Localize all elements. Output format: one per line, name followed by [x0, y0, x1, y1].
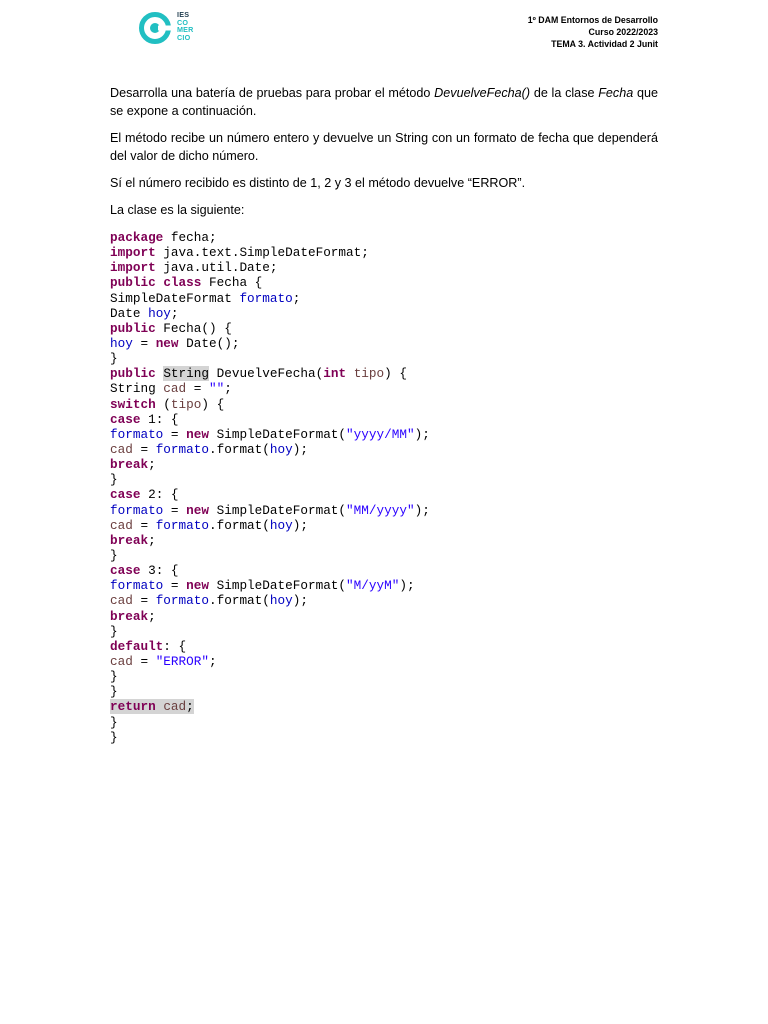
- code-token: ;: [186, 699, 194, 715]
- code-line: [110, 351, 430, 366]
- school-logo: [138, 11, 208, 45]
- code-token: break: [110, 608, 149, 624]
- logo-ring-icon: [138, 11, 172, 45]
- code-line: [110, 427, 430, 442]
- code-token: hoy: [148, 305, 171, 321]
- code-line: [110, 533, 430, 548]
- code-token: =: [163, 502, 187, 518]
- code-token: import: [110, 260, 156, 276]
- code-token: cad: [110, 517, 133, 533]
- code-token: switch: [110, 396, 156, 412]
- code-token: ;: [148, 608, 156, 624]
- code-token: "M/yyM": [346, 578, 400, 594]
- course-year: Curso 2022/2023: [588, 27, 658, 37]
- code-token: );: [414, 426, 430, 442]
- code-line: [110, 260, 430, 275]
- code-token: }: [110, 547, 118, 563]
- code-token: Date: [110, 305, 149, 321]
- course-title: 1º DAM Entornos de Desarrollo: [527, 15, 658, 25]
- code-token: hoy: [269, 593, 293, 609]
- code-token: "yyyy/MM": [346, 426, 415, 442]
- code-token: ) {: [201, 396, 225, 412]
- code-token: ;: [208, 653, 217, 669]
- code-line: [110, 291, 430, 306]
- code-token: cad: [163, 381, 187, 397]
- code-token: =: [132, 335, 156, 351]
- code-line: [110, 669, 430, 684]
- code-token: formato: [110, 426, 164, 442]
- code-token: hoy: [269, 517, 293, 533]
- code-token: .format(: [208, 593, 270, 609]
- code-token: "MM/yyyy": [346, 502, 415, 518]
- code-token: String: [110, 381, 164, 397]
- code-token: ;: [148, 457, 156, 473]
- code-token: ;: [170, 305, 179, 321]
- code-line: [110, 654, 430, 669]
- code-token: cad: [110, 653, 133, 669]
- code-token: ) {: [384, 366, 407, 382]
- code-token: hoy: [110, 335, 133, 351]
- code-token: cad: [163, 699, 187, 715]
- code-line: [110, 715, 430, 730]
- code-line: [110, 563, 430, 578]
- code-line: [110, 230, 430, 245]
- code-token: SimpleDateFormat: [110, 290, 240, 306]
- code-token: }: [110, 714, 118, 730]
- code-token: );: [414, 502, 430, 518]
- code-token: ;: [148, 532, 156, 548]
- code-token: new: [155, 335, 179, 351]
- code-token: );: [292, 593, 308, 609]
- code-token: int: [323, 366, 347, 382]
- code-token: }: [110, 472, 118, 488]
- intro-text: de la clase: [530, 86, 599, 100]
- code-line: [110, 366, 430, 381]
- logo-line: MER: [177, 25, 194, 35]
- method-name: DevuelveFecha(): [434, 86, 531, 100]
- code-token: cad: [110, 593, 133, 609]
- code-token: SimpleDateFormat(: [208, 502, 347, 518]
- code-token: import: [110, 245, 156, 261]
- code-line: [110, 412, 430, 427]
- code-line: [110, 699, 430, 714]
- code-token: 3: {: [140, 563, 179, 579]
- code-line: [110, 518, 430, 533]
- code-token: Date();: [178, 335, 240, 351]
- class-name: Fecha: [598, 86, 634, 100]
- code-token: cad: [110, 441, 133, 457]
- code-token: }: [110, 729, 118, 745]
- code-line: [110, 730, 430, 745]
- code-line: [110, 503, 430, 518]
- code-line: [110, 624, 430, 639]
- code-line: [110, 684, 430, 699]
- code-line: [110, 381, 430, 396]
- code-token: public: [110, 320, 156, 336]
- logo-text: [177, 11, 194, 41]
- code-token: new: [186, 578, 209, 594]
- code-token: tipo: [353, 366, 385, 382]
- description-paragraph: El método recibe un número entero y devuelve un String con un formato de fecha que dependerá del valor de dicho número.: [110, 131, 658, 163]
- code-token: tipo: [170, 396, 202, 412]
- code-token: [346, 366, 354, 381]
- code-token: "ERROR": [155, 653, 209, 669]
- code-listing: [110, 230, 430, 745]
- intro-paragraph: [110, 84, 658, 120]
- code-token: case: [110, 487, 141, 503]
- code-token: java.util.Date;: [155, 260, 278, 276]
- code-token: default: [110, 638, 164, 654]
- code-token: formato: [110, 578, 164, 594]
- code-token: hoy: [269, 441, 293, 457]
- code-token: public: [110, 366, 156, 382]
- course-header: [528, 14, 658, 50]
- code-token: case: [110, 411, 141, 427]
- code-token: =: [163, 426, 187, 442]
- code-token: return: [110, 699, 156, 715]
- code-token: .format(: [208, 517, 270, 533]
- code-line: [110, 442, 430, 457]
- code-token: =: [186, 381, 209, 397]
- code-token: );: [399, 578, 415, 594]
- code-line: [110, 472, 430, 487]
- code-token: =: [132, 653, 156, 669]
- code-token: formato: [239, 290, 293, 306]
- code-token: ;: [224, 381, 232, 397]
- code-line: [110, 639, 430, 654]
- code-token: =: [163, 578, 187, 594]
- code-line: [110, 321, 430, 336]
- code-token: formato: [110, 502, 164, 518]
- code-token: =: [132, 441, 156, 457]
- code-line: [110, 593, 430, 608]
- code-token: 1: {: [140, 411, 179, 427]
- code-token: new: [186, 502, 209, 518]
- code-line: [110, 275, 430, 290]
- code-token: (: [155, 396, 171, 412]
- code-token: Fecha {: [201, 275, 263, 291]
- code-token: DevuelveFecha(: [209, 366, 324, 382]
- code-token: =: [132, 593, 156, 609]
- code-token: new: [186, 426, 209, 442]
- code-token: SimpleDateFormat(: [208, 578, 347, 594]
- code-line: [110, 336, 430, 351]
- logo-line: CIO: [177, 32, 191, 42]
- code-token: formato: [155, 441, 209, 457]
- code-token: class: [163, 275, 202, 291]
- code-token: }: [110, 351, 118, 367]
- code-token: break: [110, 457, 149, 473]
- code-token: }: [110, 623, 118, 639]
- code-token: package: [110, 230, 164, 245]
- code-token: formato: [155, 593, 209, 609]
- code-token: public: [110, 275, 156, 291]
- code-line: [110, 609, 430, 624]
- code-line: [110, 306, 430, 321]
- class-intro-paragraph: La clase es la siguiente:: [110, 203, 245, 217]
- logo-line: IES: [177, 10, 190, 19]
- code-token: "": [208, 381, 225, 397]
- code-line: [110, 457, 430, 472]
- code-token: fecha;: [163, 230, 217, 245]
- code-line: [110, 397, 430, 412]
- code-token: }: [110, 684, 118, 700]
- error-paragraph: Sí el número recibido es distinto de 1, 2 y 3 el método devuelve “ERROR”.: [110, 176, 526, 190]
- code-token: .format(: [208, 441, 270, 457]
- code-token: 2: {: [140, 487, 179, 503]
- code-token: : {: [163, 638, 187, 654]
- code-token: ;: [292, 290, 301, 306]
- code-token: java.text.SimpleDateFormat;: [155, 245, 369, 261]
- code-token: =: [132, 517, 156, 533]
- intro-text: Desarrolla una batería de pruebas para probar el método: [110, 86, 435, 100]
- code-token: Fecha() {: [155, 320, 232, 336]
- code-token: }: [110, 669, 118, 685]
- instructions: [110, 84, 658, 228]
- code-token: case: [110, 563, 141, 579]
- code-token: );: [292, 441, 308, 457]
- code-line: [110, 578, 430, 593]
- logo-line: CO: [177, 17, 189, 27]
- code-line: [110, 548, 430, 563]
- code-line: [110, 487, 430, 502]
- code-token: );: [292, 517, 308, 533]
- code-token: SimpleDateFormat(: [208, 426, 347, 442]
- intro-text: que se expone a continuación.: [110, 86, 658, 118]
- activity-title: TEMA 3. Actividad 2 Junit: [551, 39, 658, 49]
- code-token: break: [110, 532, 149, 548]
- code-line: [110, 245, 430, 260]
- code-token: String: [163, 366, 209, 382]
- code-token: formato: [155, 517, 209, 533]
